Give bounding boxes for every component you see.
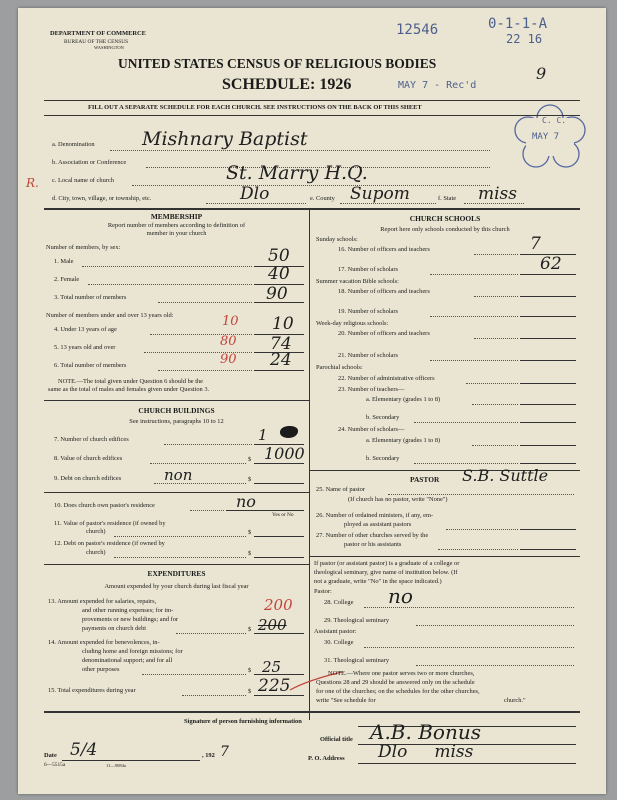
section-divider: [44, 492, 309, 493]
q12-label: 12. Debt on pastor's residence (if owned by: [54, 540, 165, 547]
column-divider: [309, 208, 310, 720]
section-divider: [44, 564, 309, 565]
state-label: f. State: [438, 195, 457, 202]
q2-line: [88, 284, 252, 285]
q14-label-2: cluding home and foreign missions; for: [82, 648, 183, 655]
page-number: 9: [536, 64, 547, 83]
q19-label: 19. Number of scholars: [338, 308, 398, 315]
q6-line: [158, 370, 252, 371]
pastor-title: PASTOR: [410, 475, 440, 484]
q16-label: 16. Number of officers and teachers: [338, 246, 430, 253]
state-value: miss: [478, 184, 518, 204]
q24a-label: a. Elementary (grades 1 to 8): [366, 437, 441, 444]
q26-label: 26. Number of ordained ministers, if any, em-: [316, 512, 434, 519]
church-name-label: c. Local name of church: [52, 177, 114, 184]
q6-value: 24: [270, 350, 292, 370]
q29-line: [416, 625, 574, 626]
q12-line: [114, 557, 246, 558]
divider: [44, 100, 580, 101]
q8-label: 8. Value of church edifices: [54, 455, 123, 462]
q9-label: 9. Debt on church edifices: [54, 475, 122, 482]
q23b-answer-line: [520, 422, 576, 423]
q8-dollar: $: [248, 456, 252, 463]
by-sex-label: Number of members, by sex:: [46, 244, 121, 251]
q19-answer-line: [520, 316, 576, 317]
q13-label-4: payments on church debt: [82, 625, 147, 632]
q10-line: [190, 510, 224, 511]
q6-red-value: 90: [220, 352, 237, 367]
q24b-answer-line: [520, 463, 576, 464]
weekday-label: Week-day religious schools:: [316, 320, 389, 327]
q27-label-2: pastor or his assistants: [344, 541, 402, 548]
q17-line: [430, 274, 518, 275]
q22-line: [466, 383, 518, 384]
q18-answer-line: [520, 296, 576, 297]
q23b-label: b. Secondary: [366, 414, 400, 421]
bureau-label: BUREAU OF THE CENSUS: [64, 39, 129, 45]
q14-line: [142, 674, 246, 675]
q16-value: 7: [530, 234, 541, 254]
po-address-line: [358, 763, 576, 764]
pastor-note-4: write "See schedule for: [316, 697, 376, 704]
date-line: [62, 760, 200, 761]
q28-label: 28. College: [324, 599, 354, 606]
flower-stamp: [514, 104, 586, 170]
assistant-subheading: Assistant pastor:: [314, 628, 357, 635]
q9-answer-line: [254, 483, 304, 484]
q4-line: [150, 334, 252, 335]
denomination-label: a. Denomination: [52, 141, 95, 148]
graduate-instruction-2: theological seminary, give name of institution below. (If: [314, 569, 458, 576]
q26-line: [446, 529, 518, 530]
official-title-value: A.B. Bonus: [370, 720, 481, 744]
q26-label-2: ployed as assistant pastors: [344, 521, 412, 528]
q3-value: 90: [266, 284, 288, 304]
pastor-note-3: for one of the churches; on the schedules for the other churches,: [316, 688, 480, 695]
q13-label-3: provements or new buildings; and for: [82, 616, 179, 623]
pastor-subheading: Pastor:: [314, 588, 332, 595]
q12-dollar: $: [248, 550, 252, 557]
q13-line: [176, 633, 246, 634]
year-label: , 192: [202, 752, 215, 759]
q11-answer-line: [254, 536, 304, 537]
q20-line: [474, 338, 518, 339]
summer-label: Summer vacation Bible schools:: [316, 278, 399, 285]
signature-label: Signature of person furnishing information: [184, 718, 302, 725]
form-code: 6—5515a: [44, 762, 66, 768]
q10-label: 10. Does church own pastor's residence: [54, 502, 155, 509]
q24-label: 24. Number of scholars—: [338, 426, 405, 433]
sunday-label: Sunday schools:: [316, 236, 358, 243]
q7-line: [164, 444, 252, 445]
schedule-title: SCHEDULE: 1926: [222, 76, 352, 93]
q11-line: [114, 536, 246, 537]
pastor-signature-top: S.B. Suttle: [462, 466, 549, 485]
date-label: Date: [44, 752, 57, 759]
pastor-note: NOTE.—Where one pastor serves two or more churches,: [328, 670, 475, 677]
q5-label: 5. 13 years old and over: [54, 344, 116, 351]
q25-line: [388, 494, 574, 495]
q2-label: 2. Female: [54, 276, 80, 283]
q15-dollar: $: [248, 688, 252, 695]
q23a-line: [472, 404, 518, 405]
q17-answer-line: [520, 274, 576, 275]
q13-label: 13. Amount expended for salaries, repairs,: [48, 598, 157, 605]
code-stamp-2: 22 16: [506, 32, 543, 46]
q17-label: 17. Number of scholars: [338, 266, 398, 273]
q7-value: 1: [258, 426, 268, 444]
q27-line: [438, 549, 518, 550]
church-name-value: St. Marry H.Q.: [226, 162, 368, 184]
q30-label: 30. College: [324, 639, 354, 646]
q14-label-4: other purposes: [82, 666, 120, 673]
section-divider: [44, 711, 580, 713]
margin-mark: R.: [26, 176, 39, 190]
parochial-label: Parochial schools:: [316, 364, 363, 371]
county-label: e. County: [310, 195, 335, 202]
q16-line: [474, 254, 518, 255]
city-field-label: d. City, town, village, or township, etc.: [52, 195, 152, 202]
q13-red-value: 200: [264, 596, 293, 614]
city-label: WASHINGTON: [94, 45, 124, 50]
expenditures-title: EXPENDITURES: [147, 569, 206, 578]
graduate-instruction-3: not a graduate, write "No" in the space indicated.): [314, 578, 442, 585]
dept-label: DEPARTMENT OF COMMERCE: [50, 30, 146, 37]
flower-stamp-bottom: MAY 7: [532, 132, 560, 142]
q9-value: non: [164, 466, 193, 484]
section-divider: [44, 400, 309, 401]
q29-label: 29. Theological seminary: [324, 617, 390, 624]
q10-value: no: [236, 492, 256, 511]
q15-line: [182, 695, 246, 696]
q24a-line: [472, 445, 518, 446]
graduate-instruction: If pastor (or assistant pastor) is a graduate of a college or: [314, 560, 460, 567]
q13-label-2: and other running expenses; for im-: [82, 607, 174, 614]
q8-answer-line: [254, 463, 304, 464]
expenditures-subtitle: Amount expended by your church during last fiscal year: [104, 583, 249, 590]
q25-note: (If church has no pastor, write "None"): [348, 496, 448, 503]
q8-value: 1000: [264, 444, 305, 463]
year-value: 7: [220, 744, 229, 760]
q13-value: 200: [258, 616, 287, 634]
q21-label: 21. Number of scholars: [338, 352, 398, 359]
q15-label: 15. Total expenditures during year: [48, 687, 136, 694]
membership-note: NOTE.—The total given under Question 6 should be the: [58, 378, 204, 385]
q4-label: 4. Under 13 years of age: [54, 326, 117, 333]
q14-label-3: denominational support; and for all: [82, 657, 173, 664]
q5-red-value: 80: [220, 334, 237, 349]
membership-title: MEMBERSHIP: [150, 212, 203, 221]
q5-value: 74: [270, 334, 292, 354]
q27-answer-line: [520, 549, 576, 550]
q9-dollar: $: [248, 476, 252, 483]
section-divider: [309, 556, 580, 557]
instruction-banner: FILL OUT A SEPARATE SCHEDULE FOR EACH CHURCH. SEE INSTRUCTIONS ON THE BACK OF THIS SHEET: [88, 104, 422, 111]
q7-label: 7. Number of church edifices: [54, 436, 129, 443]
q8-line: [150, 463, 246, 464]
q24a-answer-line: [520, 445, 576, 446]
section-divider: [44, 208, 580, 210]
q14-value: 25: [262, 658, 282, 676]
q25-label: 25. Name of pastor: [316, 486, 365, 493]
q13-dollar: $: [248, 626, 252, 633]
code-stamp: 0-1-1-A: [488, 16, 548, 32]
q23a-answer-line: [520, 404, 576, 405]
q14-dollar: $: [248, 667, 252, 674]
date-value: 5/4: [70, 740, 98, 760]
q27-label: 27. Number of other churches served by the: [316, 532, 429, 539]
q4-red-value: 10: [222, 314, 239, 329]
q18-line: [474, 296, 518, 297]
q20-answer-line: [520, 338, 576, 339]
q22-answer-line: [520, 383, 576, 384]
q3-label: 3. Total number of members: [54, 294, 127, 301]
under-over-label: Number of members under and over 13 years old:: [46, 312, 174, 319]
q21-answer-line: [520, 360, 576, 361]
q4-value: 10: [272, 314, 294, 334]
city-value: Dlo: [240, 184, 270, 204]
pastor-note-2: Questions 28 and 29 should be answered only on the schedule: [316, 679, 475, 686]
q24b-label: b. Secondary: [366, 455, 400, 462]
yes-no-hint: Yes or No: [272, 512, 294, 518]
q6-label: 6. Total number of members: [54, 362, 127, 369]
q2-value: 40: [268, 264, 290, 284]
county-value: Supom: [350, 184, 410, 204]
q3-line: [158, 302, 252, 303]
census-schedule-page: [18, 8, 606, 794]
schools-subtitle: Report here only schools conducted by this church: [380, 226, 510, 233]
pastor-note-5: church.": [504, 697, 526, 704]
buildings-title: CHURCH BUILDINGS: [138, 406, 215, 415]
buildings-subtitle: See instructions, paragraphs 10 to 12: [129, 418, 224, 425]
q31-label: 31. Theological seminary: [324, 657, 390, 664]
serial-stamp: 12546: [396, 22, 439, 38]
q24b-line: [414, 463, 518, 464]
q20-label: 20. Number of officers and teachers: [338, 330, 430, 337]
schools-title: CHURCH SCHOOLS: [409, 214, 481, 223]
q6-answer-line: [254, 370, 304, 371]
q15-value: 225: [258, 676, 291, 696]
membership-note-2: same as the total of males and females given under Question 3.: [48, 386, 210, 393]
q23a-label: a. Elementary (grades 1 to 8): [366, 396, 441, 403]
association-label: b. Association or Conference: [52, 159, 127, 166]
q1-label: 1. Male: [54, 258, 74, 265]
q12-answer-line: [254, 557, 304, 558]
q11-label: 11. Value of pastor's residence (if owned by: [54, 520, 166, 527]
q1-line: [82, 266, 252, 267]
flower-stamp-top: C. C.: [542, 116, 567, 125]
form-code-2: 11—9084a: [106, 763, 126, 768]
q17-value: 62: [540, 254, 562, 274]
q11-label-2: church): [86, 528, 106, 535]
q23b-line: [414, 422, 518, 423]
form-title: UNITED STATES CENSUS OF RELIGIOUS BODIES: [118, 56, 437, 71]
q19-line: [430, 316, 518, 317]
q11-dollar: $: [248, 529, 252, 536]
q18-label: 18. Number of officers and teachers: [338, 288, 430, 295]
q12-label-2: church): [86, 549, 106, 556]
q22-label: 22. Number of administrative officers: [338, 375, 435, 382]
divider: [44, 115, 580, 116]
ink-blot: [280, 426, 298, 438]
q31-line: [416, 665, 574, 666]
membership-intro: Report number of members according to definition of: [107, 222, 246, 229]
received-stamp: MAY 7 - Rec'd: [398, 80, 477, 91]
q26-answer-line: [520, 529, 576, 530]
q21-line: [430, 360, 518, 361]
q28-value: no: [388, 584, 413, 608]
q23-label: 23. Number of teachers—: [338, 386, 405, 393]
denomination-value: Mishnary Baptist: [142, 128, 308, 150]
po-address-value: Dlo miss: [378, 742, 474, 762]
official-title-label: Official title: [320, 736, 353, 743]
q14-label: 14. Amount expended for benevolences, in-: [48, 639, 160, 646]
q30-line: [364, 647, 574, 648]
denomination-line: [110, 150, 490, 151]
church-name-line: [132, 185, 490, 186]
membership-intro-2: member in your church: [146, 230, 207, 237]
q1-value: 50: [268, 246, 290, 266]
po-address-label: P. O. Address: [308, 755, 345, 762]
